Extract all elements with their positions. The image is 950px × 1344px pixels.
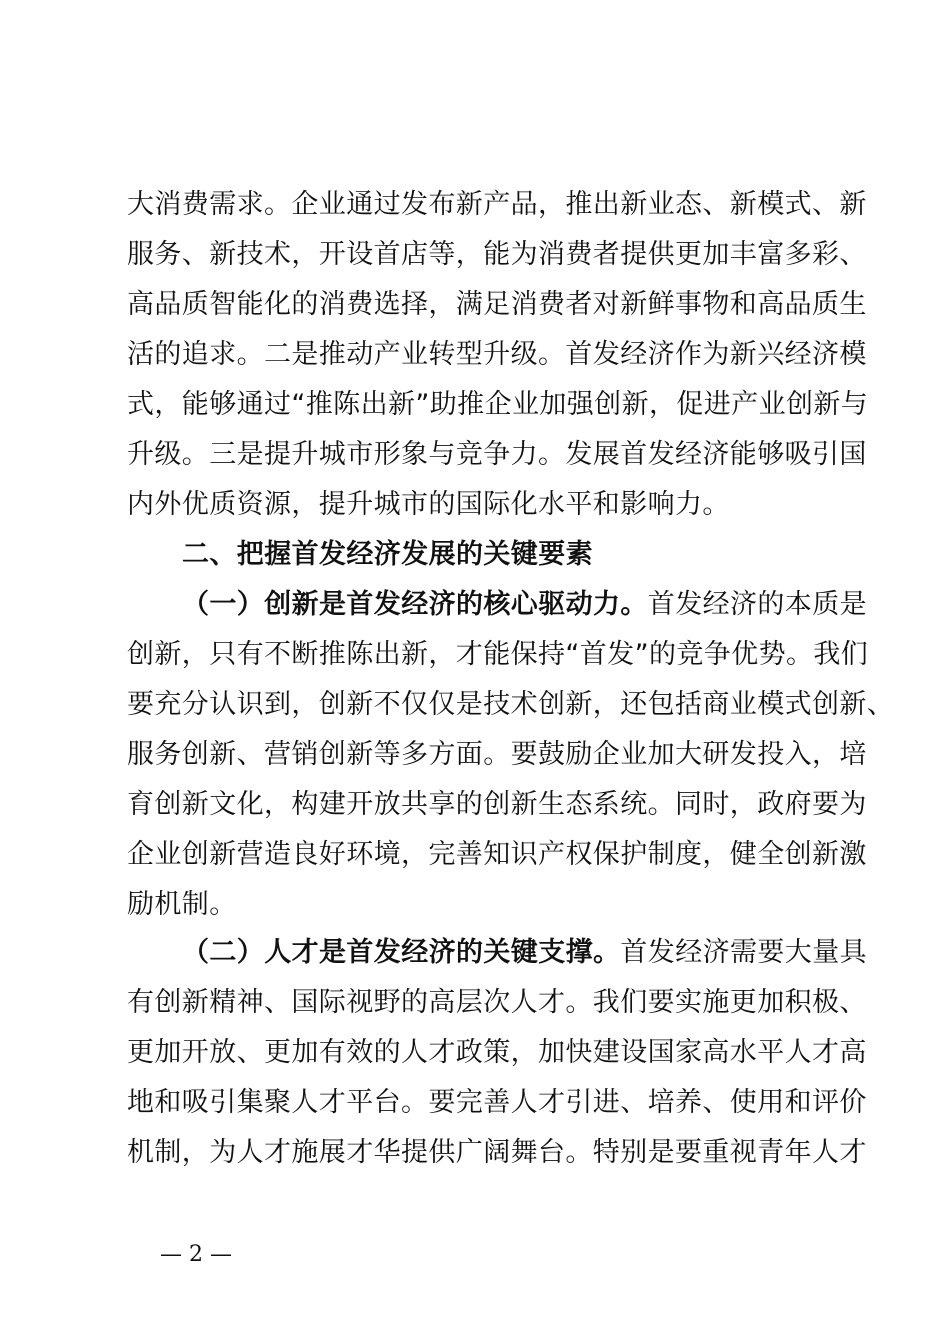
body-text-line: 式，能够通过“推陈出新”助推企业加强创新，促进产业创新与 bbox=[127, 389, 869, 420]
body-text-line: 要充分认识到，创新不仅仅是技术创新，还包括商业模式创新、 bbox=[127, 689, 895, 720]
body-text-line: 企业创新营造良好环境，完善知识产权保护制度，健全创新激 bbox=[127, 839, 867, 870]
subsection-first-line bbox=[182, 580, 868, 630]
subsection-first-line bbox=[182, 928, 868, 978]
body-text-line: 活的追求。二是推动产业转型升级。首发经济作为新兴经济模 bbox=[127, 339, 867, 370]
body-text-line: 大消费需求。企业通过发布新产品，推出新业态、新模式、新 bbox=[127, 189, 867, 220]
body-text-line: 服务创新、营销创新等多方面。要鼓励企业加大研发投入，培 bbox=[127, 739, 867, 770]
body-text-span: 首发经济的本质是 bbox=[647, 589, 868, 620]
body-text-line: 机制，为人才施展才华提供广阔舞台。特别是要重视青年人才 bbox=[127, 1137, 867, 1168]
page-number: — 2 — bbox=[160, 1242, 232, 1267]
body-text-line: 育创新文化，构建开放共享的创新生态系统。同时，政府要为 bbox=[127, 789, 867, 820]
body-text-line: 高品质智能化的消费选择，满足消费者对新鲜事物和高品质生 bbox=[127, 289, 867, 320]
body-text-line: 励机制。 bbox=[127, 889, 237, 920]
body-text-span: 首发经济需要大量具 bbox=[620, 937, 868, 968]
subsection-title: （一）创新是首发经济的核心驱动力。 bbox=[182, 589, 648, 620]
subsection-title: （二）人才是首发经济的关键支撑。 bbox=[182, 937, 621, 968]
body-text-line: 地和吸引集聚人才平台。要完善人才引进、培养、使用和评价 bbox=[127, 1087, 867, 1118]
body-text-line: 创新，只有不断推陈出新，才能保持“首发”的竞争优势。我们 bbox=[127, 639, 869, 670]
body-text-line: 更加开放、更加有效的人才政策，加快建设国家高水平人才高 bbox=[127, 1037, 867, 1068]
body-text-line: 服务、新技术，开设首店等，能为消费者提供更加丰富多彩、 bbox=[127, 239, 867, 270]
body-text-line: 有创新精神、国际视野的高层次人才。我们要实施更加积极、 bbox=[127, 987, 867, 1018]
section-heading: 二、把握首发经济发展的关键要素 bbox=[182, 539, 593, 570]
body-text-line: 内外优质资源，提升城市的国际化水平和影响力。 bbox=[127, 489, 730, 520]
body-text-line: 升级。三是提升城市形象与竞争力。发展首发经济能够吸引国 bbox=[127, 439, 867, 470]
